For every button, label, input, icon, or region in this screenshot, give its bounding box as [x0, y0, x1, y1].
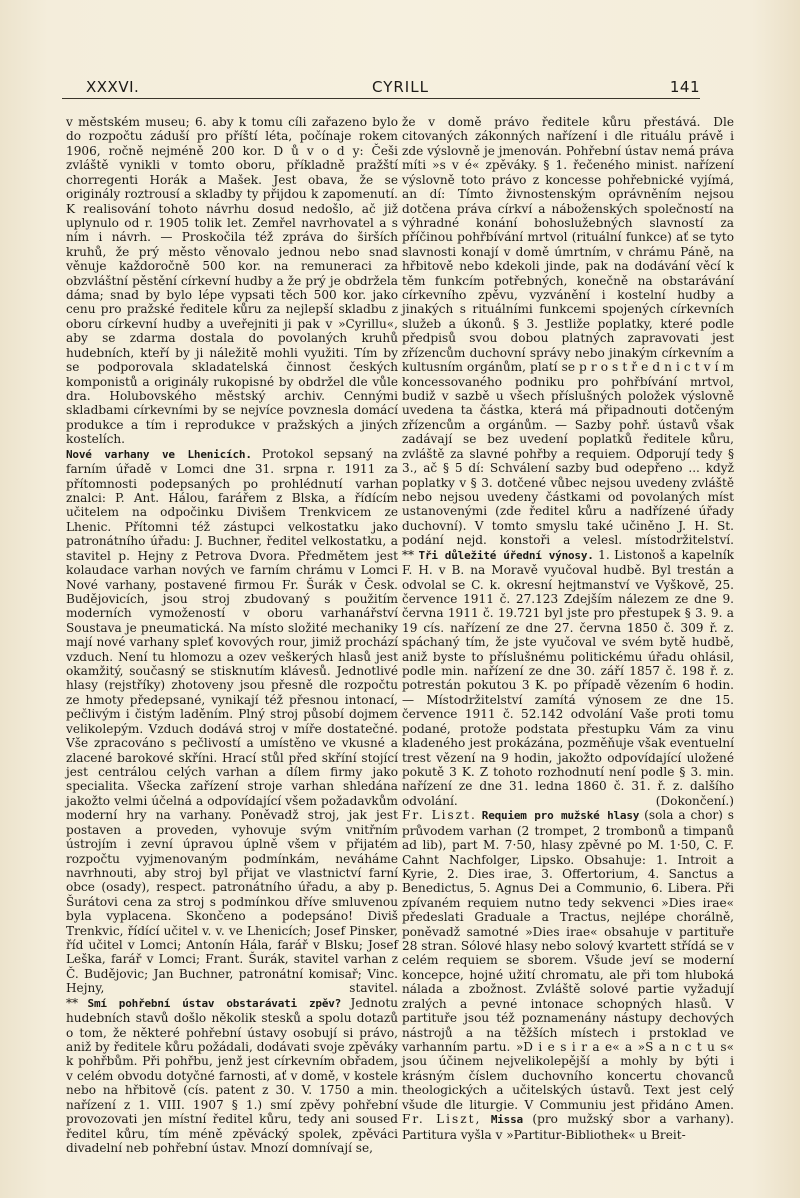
running-header: [62, 78, 700, 98]
journal-title: CYRILL: [372, 78, 429, 96]
volume-number: XXXVI.: [86, 78, 140, 96]
review-title: Missa: [490, 1113, 523, 1127]
article-heading: Nové varhany ve Lhenicích.: [66, 447, 252, 461]
header-rule: [62, 98, 700, 99]
article-body: Jednotu hudebních stavů došlo několik stesků a spolu dotazů o tom, že některé pohřební ústavy osobují si právo, aniž by ředitele kůru požádali, dodávati svoje zpěváky k pohřbům. Při pohřbu, jenž jest církevním obřadem, v celém obvodu dotyčné farnosti, ať v domě, v kostele nebo na hřbitově (cís. patent z 30. V. 1750 a min. nařízení z 1. VIII. 1907 § 1.) smí zpěvy pohřební provozovati jen místní ředitel kůru, tedy ani soused ředitel kůru, tím méně zpěvácký spolek, zpěváci divadelní neb pohřební ústav. Mnozí domnívají se,: [66, 995, 398, 1155]
article-funeral-singing: [66, 996, 398, 1156]
review-body: (pro mužský sbor a varhany). Partitura vyšla v »Partitur-Bibliothek« u Breit-: [402, 1112, 734, 1142]
review-liszt-requiem: [402, 808, 734, 1112]
article-heading: Smí pohřební ústav obstarávati zpěv?: [87, 996, 342, 1010]
article-heading: Tři důležité úřední výnosy.: [418, 548, 594, 562]
article-three-official-decrees: [402, 548, 734, 809]
paragraph-museum-proposal: [66, 115, 398, 447]
paragraph-text: že v domě právo ředitele kůru přestává. Dle citovaných zákonných nařízení i dle rituálu právě i zde výslovně je jmenován. Pohřební ústav nemá práva míti »s v é« zpěváky. § 1. řečeného minist. nařízení výslovně toto právo z koncesse pohřebnické vyjímá, an dí: Tímto živnostenským oprávněním nejsou dotčena práva církví a náboženských společností na výhradné konání bohoslužebných slavností za příčinou pohřbívání mrtvol (rituální funkce) ať se tyto slavnosti konají v domě úmrtním, v chrámu Páně, na hřbitově nebo kdekoli jinde, pak na dodávání věcí k těm funkcím potřebných, konečně na obstarávání církevního zpěvu, vyzvánění i kostelní hudby a jinakých s rituálními funkcemi spojených církevních služeb a úkonů. § 3. Jestliže poplatky, které podle předpisů svou dobou platných zapravovati jest zřízencům duchovní správy nebo jinakým církevním a kultusním orgánům, platí se p r o s t ř e d n i c t v í m koncessovaného podniku pro pohřbívání mrtvol, budiž v sazbě u všech příslušných položek výslovně uvedena ta částka, která má připadnouti dotčeným zřízencům a orgánům. — Sazby pohř. ústavů však zadávají se bez uvedení poplatků ředitele kůru, zvláště za slavné pohřby a requiem. Odporují tedy § 3., ač § 5 dí: Schválení sazby bud odepřeno ... když poplatky v § 3. dotčené vůbec nejsou uvedeny zvláště nebo nejsou uvedeny částkami od povolaných míst ustanovenými (zde ředitel kůru a nadřízené úřady duchovní). V tomto smyslu také učiněno J. H. St. podání nejd. konstoři a velesl. místodržitelství.: [402, 115, 734, 548]
review-author: Fr. Liszt.: [402, 808, 477, 823]
page-number: 141: [669, 78, 700, 96]
review-liszt-missa: [402, 1112, 734, 1142]
right-column: [402, 115, 734, 1142]
review-author: Fr. Liszt,: [402, 1112, 482, 1127]
article-body: 1. Listonoš a kapelník F. H. v B. na Moravě vyučoval hudbě. Byl trestán a odvolal se C. k. okresní hejtmanství ve Vyškově, 25. července 1911 č. 27.123 Zdejším nálezem ze dne 9. června 1911 č. 19.721 byl jste pro přestupek § 3. 9. a 19 cís. nařízení ze dne 27. června 1850 č. 309 ř. z. spáchaný tím, že jste vyučoval ve svém bytě hudbě, aniž byste to příslušnému politickému úřadu ohlásil, podle min. nařízení ze dne 30. září 1857 č. 198 ř. z. potrestán pokutou 3 K. po případě vězením 6 hodin. — Místodržitelství zamítá výnosem ze dne 15. července 1911 č. 52.142 odvolání Vaše proti tomu podané, protože podstata přestupku Vám za vinu kladeného jest prokázána, pozměňuje však eventuelní trest vězení na 9 hodin, jakožto odpovídající uložené pokutě 3 K. Z tohoto rozhodnutí není podle § 3. min. nařízení ze dne 31. ledna 1860 č. 31. ř. z. dalšího odvolání. (Dokončení.): [402, 547, 734, 808]
article-prefix: **: [66, 995, 88, 1010]
article-prefix: **: [402, 547, 419, 562]
article-new-organ-lhenice: [66, 447, 398, 996]
left-column: [66, 115, 398, 1155]
article-body: Protokol sepsaný na farním úřadě v Lomci dne 31. srpna r. 1911 za přítomnosti podepsaných po prohlédnutí varhan znalci: P. Ant. Hálou, farářem z Blska, a řídícím učitelem na odpočinku Divišem Trenkvicem ze Lhenic. Přítomni též zástupci velkostatku jako patronátního úřadu: J. Buchner, ředitel velkostatku, a stavitel p. Hejny z Petrova Dvora. Předmětem jest kolaudace varhan nových ve farním chrámu v Lomci Nové varhany, postavené firmou Fr. Šurák v Česk. Budějovicích, jsou stroj zbudovaný s použitím moderních vymožeností v oboru varhanářství Soustava je pneumatická. Na místo složité mechaniky mají nové varhany spleť kovových rour, jimiž prochází vzduch. Není tu hlomozu a ozev veškerých hlasů jest okamžitý, současný se stisknutím klávesů. Jednotlivé hlasy (rejstříky) zhotoveny jsou přesně dle rozpočtu ze hmoty předepsané, vynikají též přesnou intonací, pečlivým i čistým laděním. Plný stroj působí dojmem velikolepým. Vzduch dodává stroj v míře dostatečné. Vše zpracováno s pečlivostí a umístěno ve vkusné a zlacené barokové skříni. Hrací stůl před skříní stojící jest centrálou celých varhan a dílem firmy jako specialita. Všecka zařízení stroje varhan shledána jakožto velmi účelná a odpovídající všem požadavkům moderní hry na varhany. Poněvadž stroj, jak jest postaven a proveden, vyhovuje svým vnitřním ústrojím i zevní úpravou úplně všem v přijatém rozpočtu vyjmenovaným podmínkám, neváháme navrhnouti, aby stroj byl přijat ve vlastnictví farní obce (osady), respect. patronátního úřadu, a aby p. Šurátovi cena za stroj s podmínkou dříve smluvenou byla vyplacena. Skončeno a podepsáno! Diviš Trenkvic, řídící učitel v. v. ve Lhenicích; Josef Pinsker, říd učitel v Lomci; Antonín Hála, farář v Blsku; Josef Leška, farář v Lomci; Frant. Šurák, stavitel varhan z Č. Budějovic; Jan Buchner, patronátní komisař; Vinc. Hejny, stavitel.: [66, 446, 398, 996]
paragraph-funeral-continued: [402, 115, 734, 548]
paragraph-text: v městském museu; 6. aby k tomu cíli zařazeno bylo do rozpočtu záduší pro příští léta, počínaje rokem 1906, ročně nejméně 200 kor. D ů v o d y: Češi zvláště vynikli v tomto oboru, příkladně pražští chorregenti Horák a Mašek. Jest obava, že se originály roztrousí a skladby ty přijdou k zapomenutí. K realisování tohoto návrhu dosud nedošlo, ač již uplynulo od r. 1905 tolik let. Zemřel navrhovatel a s ním i návrh. — Proskočila též zpráva do širších kruhů, že prý město věnovalo jednou nebo snad věnuje každoročně 500 kor. na remuneraci za obzvláštní pěstění církevní hudby a že prý je obdržela dáma; snad by bylo lépe vypsati těch 500 kor. jako cenu pro pražské ředitele kůru za nejlepší skladbu z oboru církevní hudby a uveřejniti ji pak v »Cyrillu«, aby se zdarma dostala do povolaných kruhů hudebních, kteří by ji náležitě mohli využiti. Tím by se podporovala skladatelská činnost českých komponistů a originály rukopisné by obdržel dle vůle dra. Holubovského městský archiv. Cennými skladbami církevními by se nejvíce povznesla domácí produkce a tím i reprodukce v pražských a jiných kostelích.: [66, 115, 398, 447]
review-body: (sola a chor) s průvodem varhan (2 trompet, 2 trombonů a timpanů ad lib), part M. 7·50, hlasy zpěvné po M. 1·50, C. F. Cahnt Nachfolger, Lipsko. Obsahuje: 1. Introit a Kyrie, 2. Dies irae, 3. Offertorium, 4. Sanctus a Benedictus, 5. Agnus Dei a Communio, 6. Libera. Při zpívaném requiem nutno tedy sekvenci »Dies irae« předeslati Graduale a Tractus, nejlépe chorálně, poněvadž samotné »Dies irae« obsahuje v partituře 28 stran. Sólové hlasy nebo solový kvartett střídá se v celém requiem se sborem. Všude jeví se moderní koncepce, hojné užití chromatu, ale při tom hluboká nálada a zbožnost. Zvláště solové partie vyžadují zralých a pevné intonace schopných hlasů. V partituře jsou též poznamenány nástupy dechových nástrojů a na těžších místech i prstoklad ve varhanním partu. »D i e s i r a e« a »S a n c t u s« jsou účinem nejvelikolepější a mohly by býti i krásným číslem duchovního koncertu chovanců theologických a učitelských ústavů. Text jest celý všude dle liturgie. V Communiu jest přidáno Amen.: [402, 808, 734, 1112]
review-title: Requiem pro mužské hlasy: [481, 809, 640, 823]
